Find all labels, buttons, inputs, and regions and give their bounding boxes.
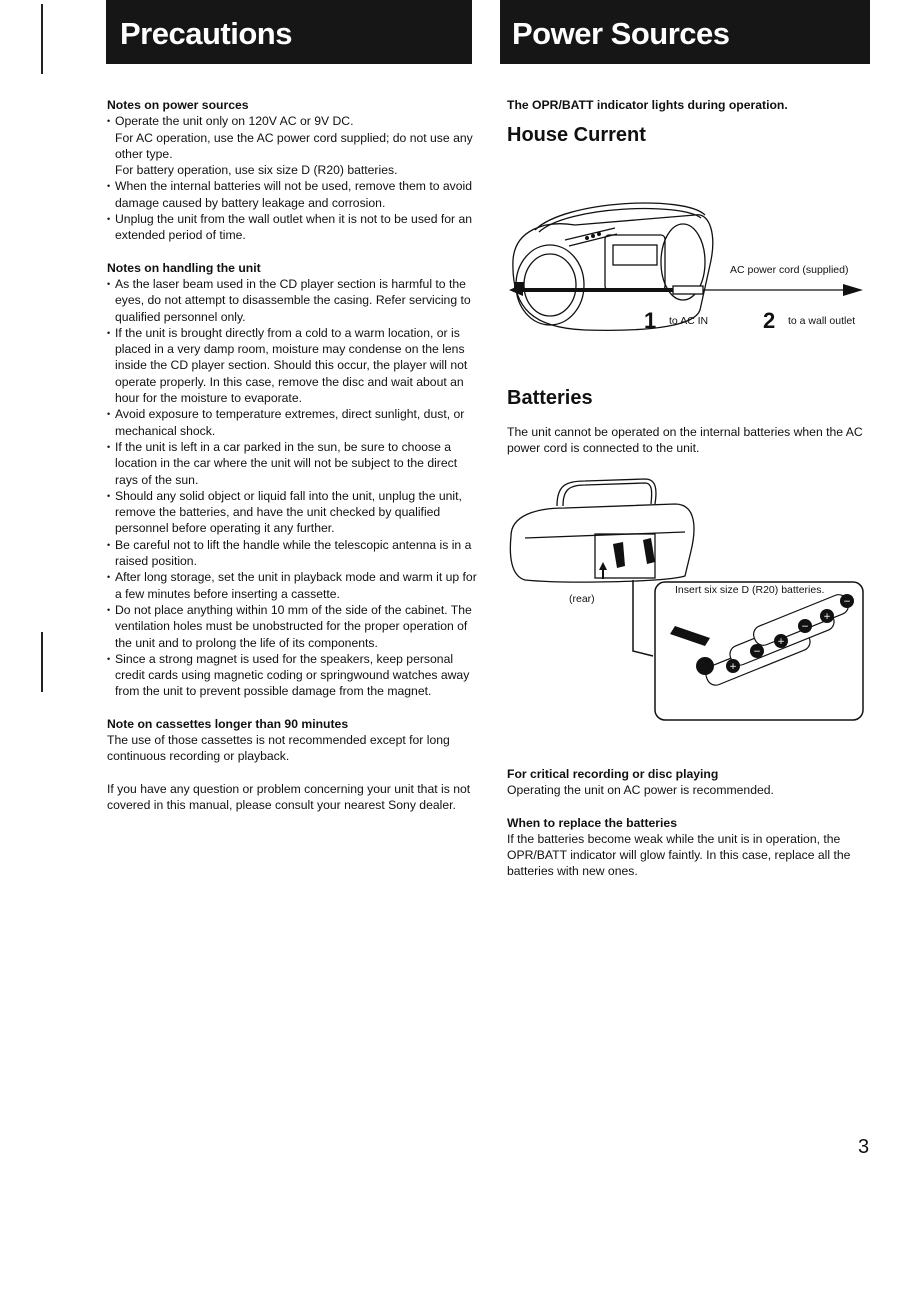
svg-text:−: − (843, 597, 851, 607)
battery-notes-section (507, 766, 877, 880)
replace-batteries-heading: When to replace the batteries (507, 815, 677, 830)
list-item: • If the unit is left in a car parked in the sun, be sure to choose a location in the car where the unit will not be subject to the direct rays of the sun. (107, 439, 479, 488)
step-1-number: 1 (644, 308, 657, 333)
step-2-number: 2 (763, 308, 776, 333)
replace-batteries-text: If the batteries become weak while the unit is in operation, the OPR/BATT indicator will glow faintly. In this case, replace all the batteries with new ones. (507, 831, 851, 879)
power-sources-banner (500, 0, 870, 64)
list-item: • Operate the unit only on 120V AC or 9V DC. (107, 113, 479, 129)
power-sources-column (507, 97, 877, 147)
list-item: • Avoid exposure to temperature extremes, direct sunlight, dust, or mechanical shock. (107, 406, 479, 439)
svg-text:+: + (823, 612, 831, 622)
rear-label: (rear) (569, 593, 595, 605)
list-item: • If the unit is brought directly from a cold to a warm location, or is placed in a very damp room, moisture may condense on the lens inside the CD player section. Should this occur, the player will not operate properly. In this case, remove the disc and wait about an hour for the moisture to evaporate. (107, 325, 479, 406)
batteries-heading: Batteries (507, 387, 593, 409)
list-item-detail: For battery operation, use six size D (R20) batteries. (115, 163, 398, 178)
house-current-figure (505, 190, 875, 340)
svg-text:−: − (801, 622, 809, 632)
precautions-banner (106, 0, 472, 64)
batteries-text: The unit cannot be operated on the internal batteries when the AC power cord is connected to the unit. (507, 425, 863, 456)
list-item: • Be careful not to lift the handle while the telescopic antenna is in a raised position. (107, 537, 479, 570)
cassette-note-text: The use of those cassettes is not recommended except for long continuous recording or playback. (107, 732, 450, 764)
power-notes-heading: Notes on power sources (107, 98, 249, 112)
battery-insertion-figure (505, 476, 875, 726)
list-item: • Unplug the unit from the wall outlet when it is not to be used for an extended period of time. (107, 211, 479, 244)
step-2-label: to a wall outlet (788, 315, 856, 327)
power-sources-title: Power Sources (512, 16, 730, 51)
cassette-note-heading: Note on cassettes longer than 90 minutes (107, 716, 349, 731)
insert-batteries-label: Insert six size D (R20) batteries. (675, 584, 825, 596)
svg-text:−: − (753, 647, 761, 657)
list-item: • After long storage, set the unit in playback mode and warm it up for a few minutes before inserting a cassette. (107, 569, 479, 602)
page-number: 3 (858, 1136, 870, 1158)
svg-text:+: + (729, 662, 737, 672)
indicator-note: The OPR/BATT indicator lights during operation. (507, 98, 788, 112)
list-item: • Do not place anything within 10 mm of the side of the cabinet. The ventilation holes must be unobstructed for the proper operation of the unit and to prolong the life of its components. (107, 602, 479, 651)
precautions-title: Precautions (120, 16, 292, 51)
precautions-column (107, 97, 479, 813)
closing-text: If you have any question or problem concerning your unit that is not covered in this manual, please consult your nearest Sony dealer. (107, 781, 471, 812)
step-1-label: to AC IN (669, 315, 709, 327)
svg-text:+: + (777, 637, 785, 647)
list-item: • When the internal batteries will not be used, remove them to avoid damage caused by battery leakage and corrosion. (107, 178, 479, 211)
critical-recording-heading: For critical recording or disc playing (507, 767, 719, 781)
list-item: • Should any solid object or liquid fall into the unit, unplug the unit, remove the batteries, and have the unit checked by qualified personnel before operating it any further. (107, 488, 479, 537)
batteries-section (507, 386, 877, 457)
binding-mark (41, 632, 43, 692)
binding-mark (41, 4, 43, 74)
ac-cord-label: AC power cord (supplied) (730, 264, 849, 276)
handling-notes-heading: Notes on handling the unit (107, 260, 261, 275)
battery-compartment-illustration (505, 476, 875, 726)
list-item: • Since a strong magnet is used for the speakers, keep personal credit cards using magnetic coding or springwound watches away from the unit to prevent possible damage from the magnet. (107, 651, 479, 700)
critical-recording-text: Operating the unit on AC power is recommended. (507, 783, 774, 798)
house-current-heading: House Current (507, 124, 646, 147)
list-item: • As the laser beam used in the CD player section is harmful to the eyes, do not attempt to disassemble the casing. Refer servicing to qualified personnel only. (107, 276, 479, 325)
list-item-detail: For AC operation, use the AC power cord supplied; do not use any other type. (115, 130, 473, 161)
